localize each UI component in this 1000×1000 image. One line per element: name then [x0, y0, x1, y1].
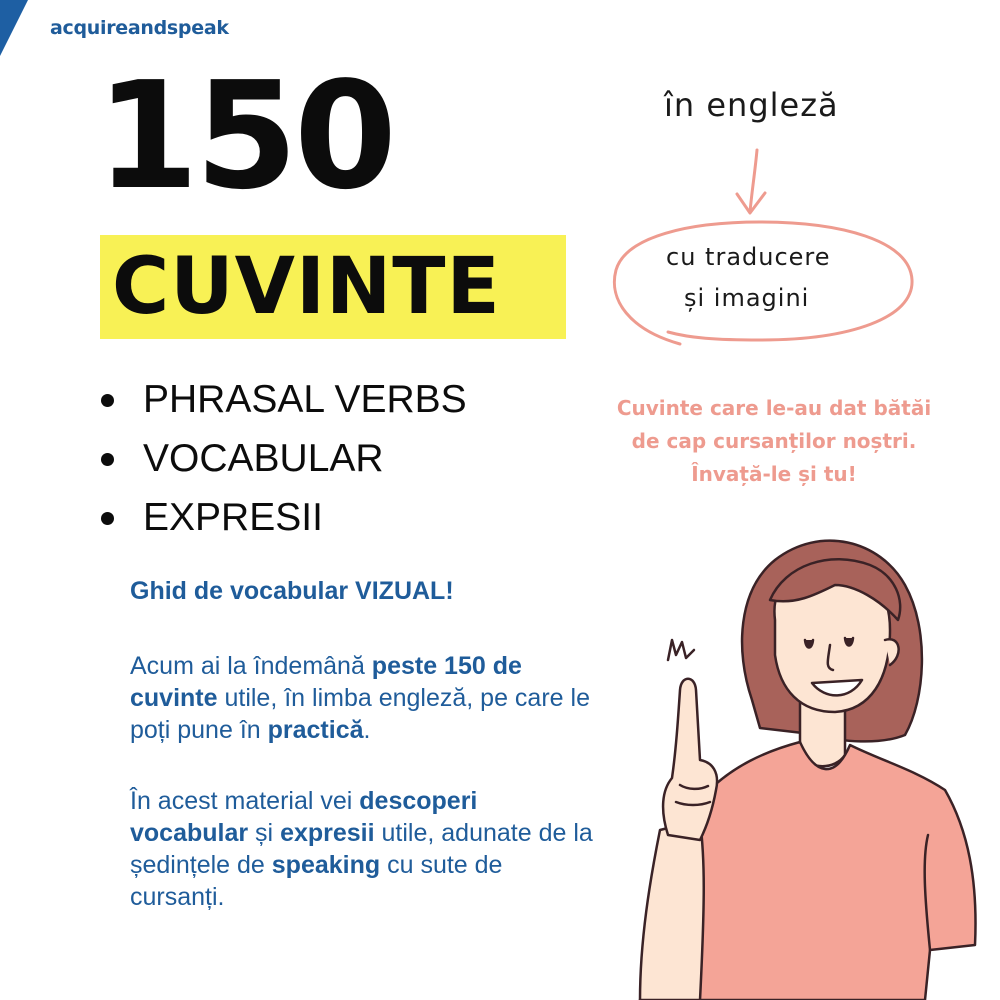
paragraph-bold: descoperi vocabular	[130, 787, 478, 847]
pointing-hand	[663, 679, 717, 840]
annotation-translation: cu traducere	[666, 243, 831, 271]
annotation-language: în engleză	[664, 86, 839, 124]
tagline: Cuvinte care le-au dat bătăi de cap cursanților noștri. Învață-le și tu!	[616, 396, 932, 486]
paragraph-text: cu sute de cursanți.	[130, 851, 503, 911]
category-label: PHRASAL VERBS	[143, 378, 467, 421]
category-label: VOCABULAR	[143, 437, 384, 480]
brand-name: acquireandspeak	[50, 17, 229, 39]
category-label: EXPRESII	[143, 496, 323, 539]
paragraph-text: În acest material vei	[130, 787, 360, 815]
paragraph-text: utile, adunate de la ședințele de	[130, 819, 593, 879]
paragraph-bold: peste 150 de cuvinte	[130, 652, 522, 712]
guide-title: Ghid de vocabular VIZUAL!	[130, 577, 454, 605]
paragraph-text: utile, în limba engleză, pe care le poți pune în	[130, 684, 590, 744]
paragraph-text: și	[248, 819, 281, 847]
headline-number: 150	[96, 50, 393, 222]
paragraph-bold: speaking	[271, 851, 381, 879]
paragraph-text: Acum ai la îndemână	[130, 652, 372, 680]
arm	[640, 820, 704, 1000]
paragraph-bold: expresii	[280, 819, 375, 847]
headline-word: CUVINTE	[112, 242, 501, 332]
annotation-images: și imagini	[684, 284, 810, 312]
paragraph-text: .	[363, 716, 371, 744]
paragraph-bold: practică	[267, 716, 364, 744]
